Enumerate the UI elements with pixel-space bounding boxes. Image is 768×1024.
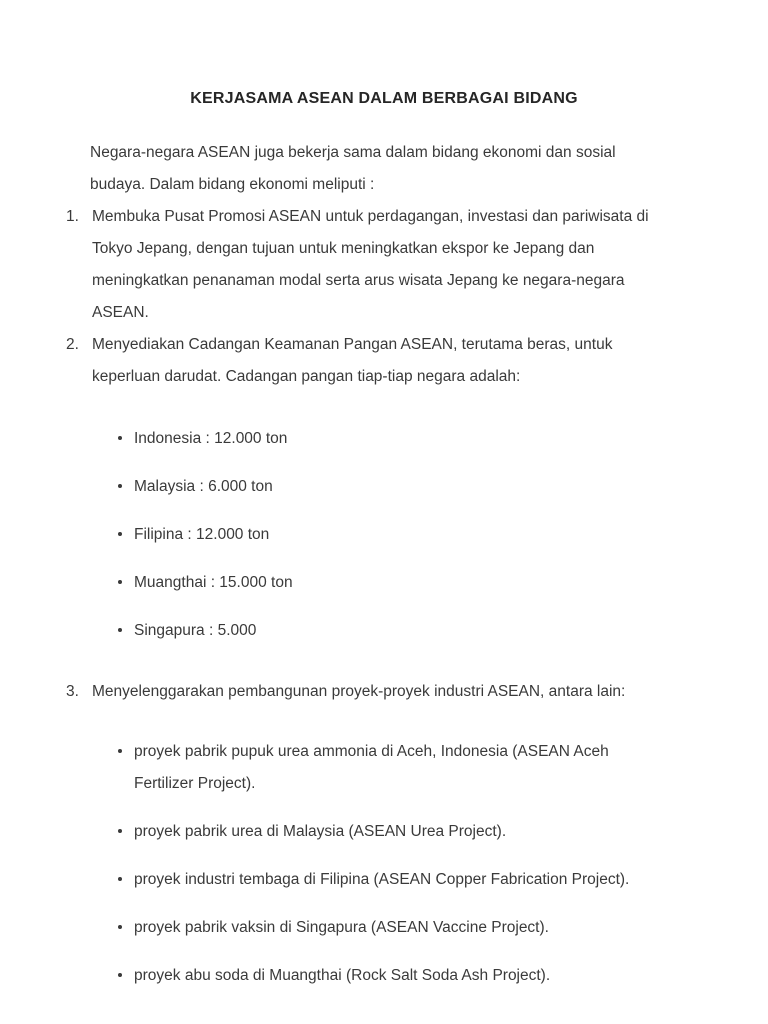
list-item-label: Filipina : 12.000 ton <box>134 526 270 543</box>
numbered-item-3-marker: 3. <box>66 683 79 700</box>
list-item <box>66 912 672 944</box>
list-item <box>66 471 672 503</box>
list-item-label: Indonesia : 12.000 ton <box>134 430 288 447</box>
intro-paragraph: Negara-negara ASEAN juga bekerja sama dalam bidang ekonomi dan sosial budaya. Dalam bidang ekonomi meliputi : <box>90 144 616 193</box>
numbered-item-3-text: Menyelenggarakan pembangunan proyek-proyek industri ASEAN, antara lain: <box>92 683 626 700</box>
bullet-icon <box>118 749 122 753</box>
list-item <box>66 816 672 848</box>
list-item <box>66 519 672 551</box>
list-item-label: proyek abu soda di Muangthai (Rock Salt Soda Ash Project). <box>134 967 551 984</box>
spacer <box>66 647 672 676</box>
numbered-item-2-marker: 2. <box>66 336 79 353</box>
list-item-label: Muangthai : 15.000 ton <box>134 574 293 591</box>
numbered-item-3 <box>66 676 672 708</box>
bullet-icon <box>118 532 122 536</box>
numbered-item-1-text: Membuka Pusat Promosi ASEAN untuk perdagangan, investasi dan pariwisata di Tokyo Jepang, dengan tujuan untuk meningkatkan ekspor ke Jepang dan meningkatkan penanaman modal serta arus wisata Jepang ke negara-negara ASEAN. <box>92 208 649 321</box>
bullet-icon <box>118 973 122 977</box>
document-body <box>0 110 768 992</box>
numbered-item-1-marker: 1. <box>66 208 79 225</box>
bullet-icon <box>118 829 122 833</box>
bullet-icon <box>118 436 122 440</box>
project-list <box>66 736 672 992</box>
bullet-icon <box>118 484 122 488</box>
list-item-label: proyek pabrik pupuk urea ammonia di Aceh, Indonesia (ASEAN Aceh Fertilizer Project). <box>134 743 609 792</box>
numbered-item-1 <box>66 201 672 329</box>
list-item-label: proyek pabrik urea di Malaysia (ASEAN Urea Project). <box>134 823 507 840</box>
bullet-icon <box>118 628 122 632</box>
food-reserve-list <box>66 423 672 647</box>
list-item-label: proyek industri tembaga di Filipina (ASEAN Copper Fabrication Project). <box>134 871 630 888</box>
list-item-label: Malaysia : 6.000 ton <box>134 478 273 495</box>
bullet-icon <box>118 925 122 929</box>
bullet-icon <box>118 580 122 584</box>
numbered-item-2-text: Menyediakan Cadangan Keamanan Pangan ASEAN, terutama beras, untuk keperluan darudat. Cadangan pangan tiap-tiap negara adalah: <box>92 336 613 385</box>
bullet-icon <box>118 877 122 881</box>
list-item <box>66 423 672 455</box>
list-item-label: Singapura : 5.000 <box>134 622 257 639</box>
numbered-item-2 <box>66 329 672 393</box>
page-title: KERJASAMA ASEAN DALAM BERBAGAI BIDANG <box>190 90 578 107</box>
list-item <box>66 864 672 896</box>
list-item <box>66 960 672 992</box>
list-item <box>66 567 672 599</box>
list-item <box>66 736 672 800</box>
list-item-label: proyek pabrik vaksin di Singapura (ASEAN Vaccine Project). <box>134 919 549 936</box>
list-item <box>66 615 672 647</box>
